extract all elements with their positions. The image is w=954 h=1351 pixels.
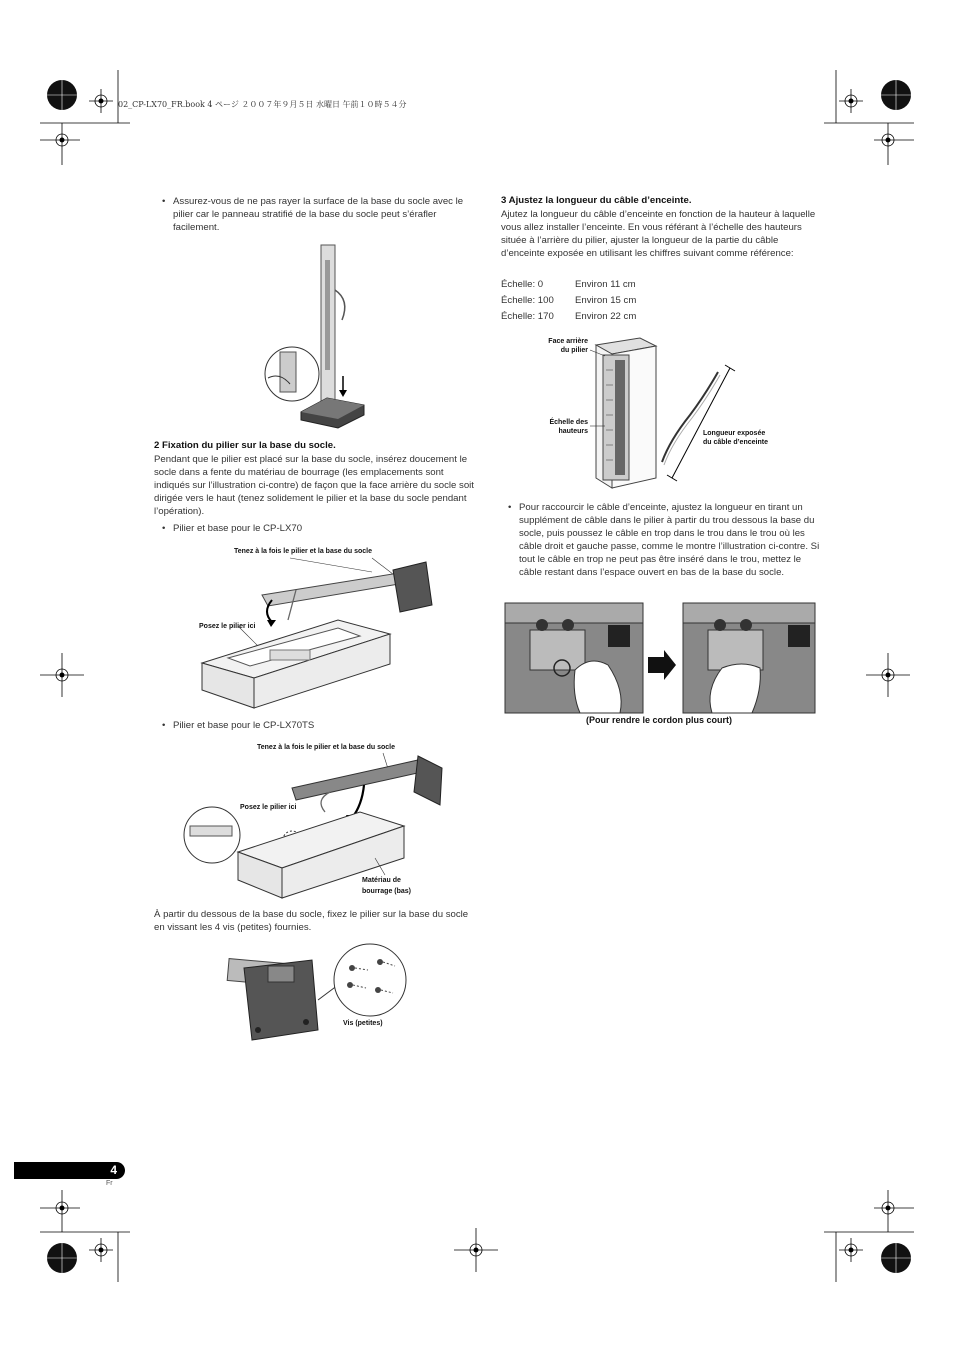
callout-screws: Vis (petites) (343, 1020, 383, 1027)
step-2-title: 2 Fixation du pilier sur la base du socle. (154, 440, 336, 451)
callout-hold-2: Tenez à la fois le pilier et la base du socle (257, 744, 395, 751)
callout-length-line2: du câble d’enceinte (703, 439, 768, 446)
bullet-shorten-cable: • Pour raccourcir le câble d’enceinte, ajustez la longueur en tirant un supplément de câble dans le pilier à partir du trou dessous la base du socle, puis poussez le câble en trop dans le trou dans le trou où les câble droit et gauche passe, comme le montre l’illustration ci-contre. Si tout le câble en trop ne peut pas être inséré dans le trou, mettez le câble restant dans l’espace ouvert en bas de la base du socle. (519, 501, 821, 579)
callout-material-line1: Matériau de (362, 877, 401, 884)
callout-back-line2: du pilier (560, 347, 588, 354)
language-code: Fr (106, 1180, 113, 1187)
book-header: 02_CP-LX70_FR.book 4 ページ ２００７年９月５日 水曜日 午前１０時５４分 (118, 100, 407, 109)
scale-value-100: Environ 15 cm (575, 295, 637, 306)
scale-label-0: Échelle: 0 (501, 279, 544, 290)
callout-scale-line1: Échelle des (549, 419, 588, 426)
bullet-cp-lx70ts: • Pilier et base pour le CP-LX70TS (173, 719, 314, 732)
callout-place-2: Posez le pilier ici (240, 804, 297, 811)
page-number: 4 (110, 1163, 117, 1177)
bullet-scratch-warning: • Assurez-vous de ne pas rayer la surface de la base du socle avec le pilier car le panneau stratifié de la base du socle peut s’érafler facilement. (173, 195, 473, 234)
callout-material-line2: bourrage (bas) (362, 888, 412, 895)
callout-length-line1: Longueur exposée (703, 430, 766, 437)
figure-caption-shorten: (Pour rendre le cordon plus court) (586, 715, 733, 725)
scale-value-170: Environ 22 cm (575, 311, 637, 322)
fix-screws-text: À partir du dessous de la base du socle, fixez le pilier sur la base du socle en vissant les 4 vis (petites) fournies. (154, 909, 469, 933)
step-3-title: 3 Ajustez la longueur du câble d’enceinte. (501, 195, 692, 206)
bullet-cp-lx70: • Pilier et base pour le CP-LX70 (173, 522, 302, 535)
scale-value-0: Environ 11 cm (575, 279, 636, 290)
callout-hold-1: Tenez à la fois le pilier et la base du socle (234, 548, 372, 555)
callout-place-1: Posez le pilier ici (199, 623, 256, 630)
scale-label-170: Échelle: 170 (501, 311, 554, 322)
step-2-body: Pendant que le pilier est placé sur la base du socle, insérez doucement le socle dans a fente du matériau de bourrage (les emplacements sont indiqués sur l’illustration ci-contre) de façon que la face arrière du socle soit dirigée vers le haut (tenez solidement le pilier et la base du socle pendant l’opération). (154, 454, 474, 517)
callout-back-line1: Face arrière (548, 338, 588, 345)
page-number-tab (14, 1162, 125, 1179)
callout-scale-line2: hauteurs (558, 428, 588, 435)
step-3-body: Ajutez la longueur du câble d’enceinte en fonction de la hauteur à laquelle vous allez installer l’enceinte. En vous référant à l’échelle des hauteurs située à l’arrière du pilier, ajuster la longueur de la partie du câble d’enceinte exposée en utilisant les chiffres suivant comme référence: (501, 209, 816, 259)
scale-label-100: Échelle: 100 (501, 295, 554, 306)
